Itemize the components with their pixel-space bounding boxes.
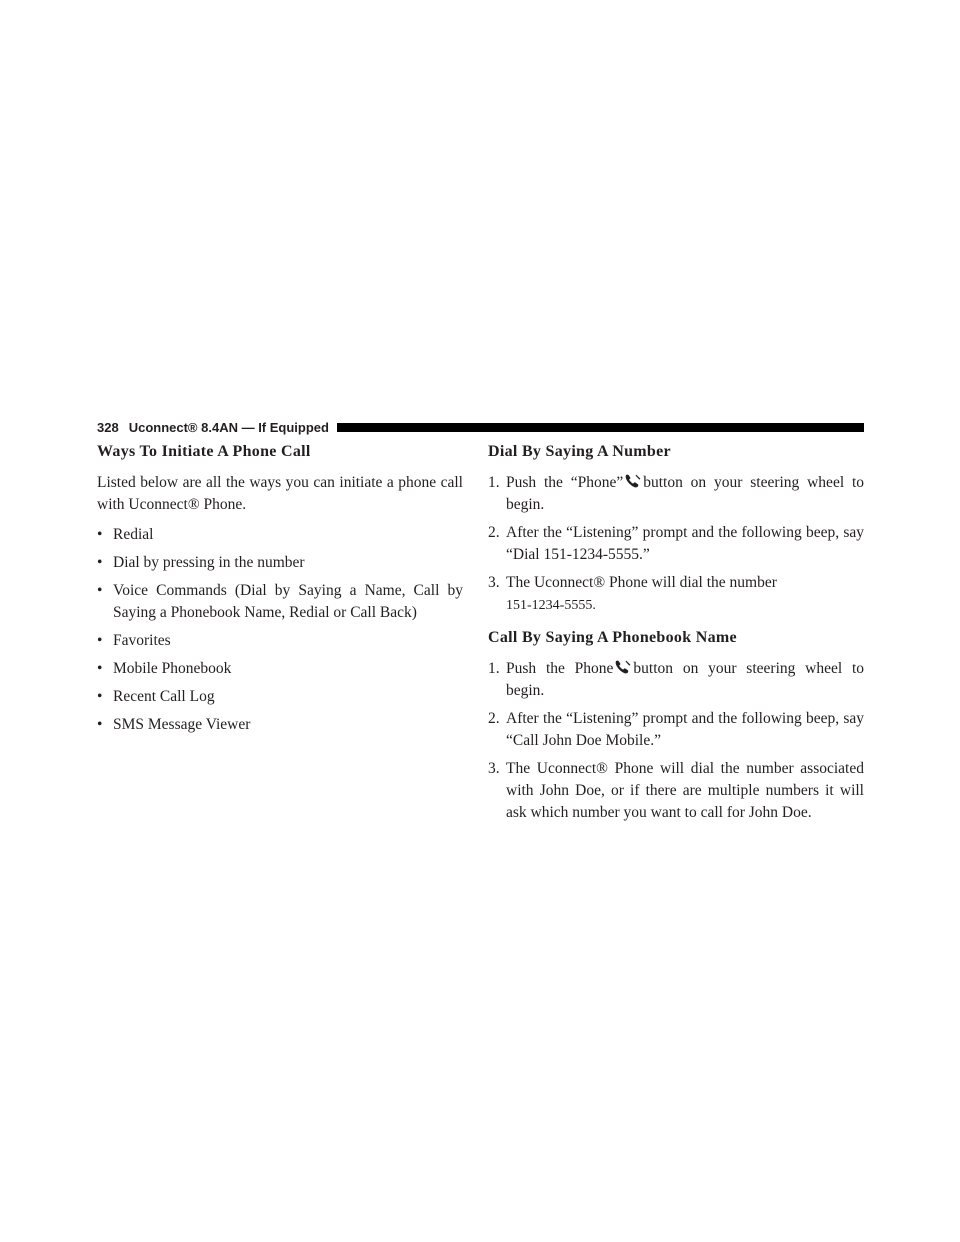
step-text: The Uconnect® Phone will dial the number bbox=[506, 574, 777, 591]
dial-number-steps bbox=[488, 472, 864, 617]
step-number: 1. bbox=[488, 474, 500, 491]
step-item bbox=[488, 522, 864, 566]
list-item bbox=[97, 524, 463, 546]
step-item bbox=[488, 472, 864, 516]
bullet-glyph: • bbox=[97, 660, 103, 677]
bullet-glyph: • bbox=[97, 716, 103, 733]
list-item bbox=[97, 630, 463, 652]
step-number: 2. bbox=[488, 710, 500, 727]
list-item bbox=[97, 686, 463, 708]
ways-list bbox=[97, 524, 463, 736]
step-item bbox=[488, 658, 864, 702]
phonebook-name-steps bbox=[488, 658, 864, 824]
step-text-before: Push the Phone bbox=[506, 660, 614, 677]
right-column bbox=[488, 441, 864, 832]
list-item bbox=[97, 552, 463, 574]
running-header bbox=[97, 418, 864, 436]
bullet-glyph: • bbox=[97, 688, 103, 705]
phone-icon bbox=[625, 474, 641, 488]
step-item bbox=[488, 572, 864, 617]
bullet-glyph: • bbox=[97, 632, 103, 649]
step-text-after: button on your steering wheel to begin. bbox=[506, 660, 865, 699]
step-item bbox=[488, 708, 864, 752]
step-text: After the “Listening” prompt and the following beep, say “Dial 151-1234-5555.” bbox=[506, 524, 864, 563]
list-item-text: SMS Message Viewer bbox=[113, 716, 251, 733]
section-heading-phonebook-name: Call By Saying A Phonebook Name bbox=[488, 629, 737, 646]
list-item-text: Mobile Phonebook bbox=[113, 660, 232, 677]
intro-paragraph: Listed below are all the ways you can initiate a phone call with Uconnect® Phone. bbox=[97, 474, 463, 513]
phone-icon bbox=[615, 660, 631, 674]
list-item bbox=[97, 714, 463, 736]
list-item-text: Voice Commands (Dial by Saying a Name, Call by Saying a Phonebook Name, Redial or Call Back) bbox=[113, 582, 463, 621]
page-number: 328 bbox=[97, 419, 119, 435]
bullet-glyph: • bbox=[97, 526, 103, 543]
bullet-glyph: • bbox=[97, 582, 103, 599]
step-number: 3. bbox=[488, 574, 500, 591]
list-item bbox=[97, 658, 463, 680]
step-number: 3. bbox=[488, 760, 500, 777]
list-item-text: Favorites bbox=[113, 632, 171, 649]
step-text: The Uconnect® Phone will dial the number associated with John Doe, or if there are multiple numbers it will ask which number you want to call for John Doe. bbox=[506, 760, 864, 821]
step-text-extra: 151-1234-5555. bbox=[506, 598, 596, 613]
list-item-text: Redial bbox=[113, 526, 154, 543]
section-heading-dial-number: Dial By Saying A Number bbox=[488, 443, 671, 460]
header-rule bbox=[337, 423, 864, 432]
step-text: After the “Listening” prompt and the following beep, say “Call John Doe Mobile.” bbox=[506, 710, 864, 749]
list-item bbox=[97, 580, 463, 624]
step-item bbox=[488, 758, 864, 824]
list-item-text: Recent Call Log bbox=[113, 688, 215, 705]
bullet-glyph: • bbox=[97, 554, 103, 571]
section-heading-ways: Ways To Initiate A Phone Call bbox=[97, 443, 311, 460]
header-title: Uconnect® 8.4AN — If Equipped bbox=[128, 419, 329, 435]
step-text-after: button on your steering wheel to begin. bbox=[506, 474, 865, 513]
step-text-before: Push the “Phone” bbox=[506, 474, 624, 491]
step-number: 2. bbox=[488, 524, 500, 541]
list-item-text: Dial by pressing in the number bbox=[113, 554, 305, 571]
step-number: 1. bbox=[488, 660, 500, 677]
left-column bbox=[97, 441, 463, 742]
